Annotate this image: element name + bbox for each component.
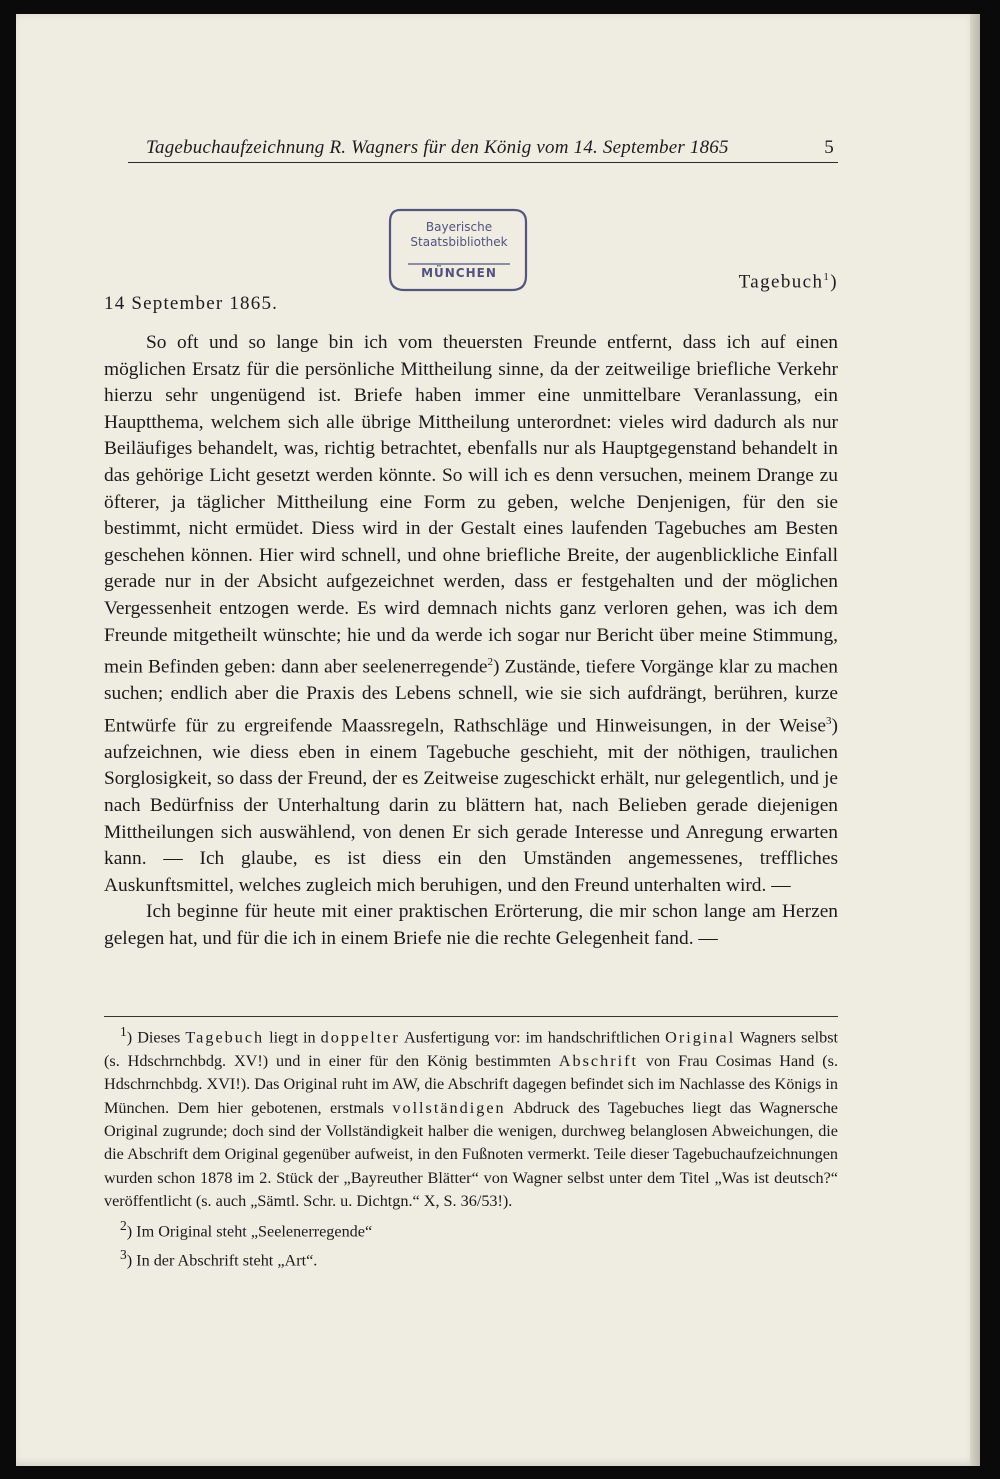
- main-text: [104, 330, 838, 953]
- paragraph-1: [104, 330, 838, 899]
- header-rule: [128, 162, 838, 163]
- stamp-line-3: MÜNCHEN: [421, 266, 497, 280]
- page-edge: [970, 14, 980, 1466]
- paragraph-2: Ich beginne für heute mit einer praktischen Erörterung, die mir schon lange am Herzen gelegen hat, und für die ich in einem Briefe nie die rechte Gelegenheit fand. —: [104, 901, 838, 949]
- footnote-ref-2: 2: [487, 656, 493, 669]
- footnote-2-text: ) Im Original steht „Seelenerregende“: [126, 1222, 373, 1241]
- footnotes: [104, 1020, 838, 1273]
- footnote-2-marker: 2: [120, 1217, 127, 1233]
- footnote-ref-1: 1: [823, 271, 831, 283]
- footnote-2: [104, 1214, 838, 1244]
- section-title: Tagebuch$^1$): [738, 271, 838, 293]
- date-line: 14 September 1865.: [104, 293, 279, 314]
- paragraph-1-part-a: So oft und so lange bin ich vom theuersten Freunde entfernt, dass ich auf einen möglichen Ersatz für die persönliche Mittheilung sinne, da der zeitweilige briefliche Verkehr hierzu sehr ungenügend ist. Briefe haben immer eine unmittelbare Veranlassung, ein Hauptthema, welchem sich alle übrige Mittheilung unterordnet: vieles wird dadurch als nur Beiläufiges behandelt, was, richtig betrachtet, ebenfalls nur als Hauptgegenstand behandelt in das gehörige Licht gesetzt werden könnte. So will ich es denn versuchen, meinem Drange zu öfterer, ja täglicher Mittheilung eine Form zu geben, welche Denjenigen, für den sie bestimmt, nicht ermüdet. Diess wird in der Gestalt eines laufenden Tagebuches am Besten geschehen können. Hier wird schnell, und ohne briefliche Breite, der augenblickliche Einfall gerade nur in der Absicht aufgezeichnet werden, dass er festgehalten und der möglichen Vergessenheit entzogen werde. Es wird demnach nichts ganz verloren gehen, was ich dem Freunde mitgetheilt wünschte; hie und da werde ich sogar nur Bericht über meine Stimmung, mein Befinden geben: dann aber seelenerregende: [104, 332, 838, 678]
- paragraph-1-part-b: ) Zustände, tiefere Vorgänge klar zu machen suchen; endlich aber die Praxis des Lebens schnell, wie sie sich aufdrängt, berühren, kurze Entwürfe für zu ergreifende Maassregeln, Rathschläge und Hinweisungen, in der Weise: [104, 656, 838, 737]
- footnote-1-text-i: von Frau Cosimas Hand (s. Hdschrnchbdg. XVI!). Das Original ruht im AW, die Abschrift dagegen befindet sich im Nachlasse des Königs in München. Dem hier gebotenen, erstmals: [104, 1051, 839, 1117]
- footnote-1-text-f: Original: [665, 1028, 736, 1047]
- footnote-1: [104, 1020, 838, 1214]
- footnote-1-text-h: Abschrift: [558, 1051, 638, 1070]
- section-title-text: Tagebuch: [738, 271, 824, 293]
- footnote-1-text-k: Abdruck des Tagebuches liegt das Wagnersche Original zugrunde; doch sind der Vollständigkeit halber die wenigen, durchweg belanglosen Abweichungen, die die Abschrift dem Original gegenüber aufweist, in den Fußnoten vermerkt. Teile dieser Tagebuchaufzeichnungen wurden schon 1878 im 2. Stück der „Bayreuther Blätter“ von Wagner selbst unter dem Titel „Was ist deutsch?“ veröffentlicht (s. auch „Sämtl. Schr. u. Dichtgn.“ X, S. 36/53!).: [104, 1098, 838, 1211]
- stamp-line-2: Staatsbibliothek: [410, 235, 508, 249]
- footnote-3-marker: 3: [120, 1247, 127, 1263]
- footnote-1-text-a: ) Dieses: [126, 1028, 186, 1047]
- footnote-1-text-e: Ausfertigung vor: im handschriftlichen: [399, 1028, 666, 1047]
- footnote-1-text-c: liegt in: [264, 1028, 321, 1047]
- footnote-1-text-b: Tagebuch: [185, 1028, 265, 1047]
- footnote-1-text-g: Wagners selbst (s. Hdschrnchbdg. XV!) und in einer für den König bestimmten: [104, 1028, 838, 1070]
- running-title: Tagebuchaufzeichnung R. Wagners für den König vom 14. September 1865: [146, 137, 729, 158]
- library-stamp: [386, 204, 532, 294]
- stamp-frame: [386, 204, 532, 294]
- footnote-3-text: ) In der Abschrift steht „Art“.: [126, 1251, 318, 1270]
- footnote-1-text-d: doppelter: [320, 1028, 400, 1047]
- stamp-line-1: Bayerische: [425, 220, 493, 234]
- paragraph-1-part-c: ) aufzeichnen, wie diess eben in einem Tagebuche geschieht, mit der nöthigen, traulichen Sorglosigkeit, so dass der Freund, der es Zeitweise zugeschickt erhält, nur gelegentlich, und je nach Bedürfniss der Unterhaltung darin zu blättern hat, nach Belieben gerade diejenigen Mittheilungen sich auswählend, von denen Er sich gerade Interesse und Anregung erwarten kann. — Ich glaube, es ist diess ein den Umständen angemessenes, treffliches Auskunftsmittel, welches zugleich mich beruhigen, und den Freund unterhalten wird. —: [104, 715, 838, 896]
- footnote-1-marker: 1: [120, 1024, 127, 1039]
- running-head: [146, 137, 836, 159]
- footnote-ref-3: 3: [826, 714, 832, 727]
- footnote-3: [104, 1243, 838, 1273]
- footnote-rule: [104, 1016, 838, 1017]
- page-number: 5: [824, 137, 834, 158]
- footnote-1-text-j: vollständigen: [392, 1098, 506, 1117]
